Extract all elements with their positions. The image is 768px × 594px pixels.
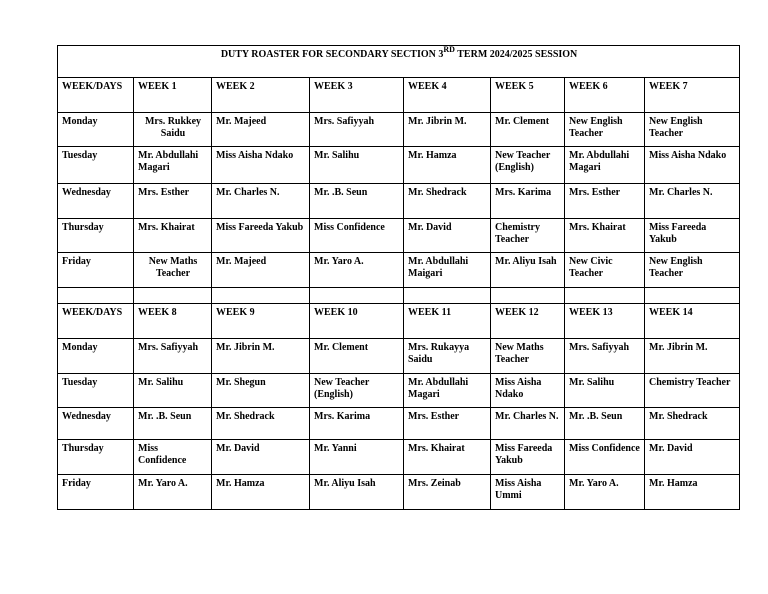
header-cell-week: WEEK 5 <box>491 78 565 113</box>
table-row <box>58 184 740 219</box>
duty-cell: Mrs. Zeinab <box>404 475 491 510</box>
duty-cell: Mr. Charles N. <box>491 408 565 440</box>
roster-title: DUTY ROASTER FOR SECONDARY SECTION 3RD TERM 2024/2025 SESSION <box>58 46 740 78</box>
empty-cell <box>134 288 212 304</box>
duty-cell: Miss Confidence <box>134 440 212 475</box>
spacer-row <box>58 288 740 304</box>
duty-cell: Mr. .B. Seun <box>310 184 404 219</box>
empty-cell <box>58 288 134 304</box>
empty-cell <box>212 288 310 304</box>
duty-cell: Chemistry Teacher <box>645 374 740 408</box>
duty-cell: Miss Aisha Ndako <box>645 147 740 184</box>
day-cell: Wednesday <box>58 184 134 219</box>
duty-cell: Mr. Charles N. <box>645 184 740 219</box>
header-cell-week: WEEK 13 <box>565 304 645 339</box>
duty-cell: Mr. Majeed <box>212 113 310 147</box>
duty-cell: Miss Aisha Ndako <box>212 147 310 184</box>
duty-cell: Mrs. Safiyyah <box>310 113 404 147</box>
header-cell-weekdays: WEEK/DAYS <box>58 78 134 113</box>
duty-cell: Miss Fareeda Yakub <box>212 219 310 253</box>
day-cell: Friday <box>58 475 134 510</box>
duty-cell: Mr. Yaro A. <box>134 475 212 510</box>
duty-cell: Mr. Aliyu Isah <box>310 475 404 510</box>
duty-cell: Mr. Shegun <box>212 374 310 408</box>
table-row <box>58 374 740 408</box>
duty-cell: Mrs. Safiyyah <box>134 339 212 374</box>
header-cell-week: WEEK 8 <box>134 304 212 339</box>
duty-cell: Miss Confidence <box>310 219 404 253</box>
duty-cell: Miss Aisha Ummi <box>491 475 565 510</box>
duty-cell: Mr. David <box>645 440 740 475</box>
empty-cell <box>565 288 645 304</box>
duty-cell: Mrs. Khairat <box>404 440 491 475</box>
duty-cell: Mr. David <box>212 440 310 475</box>
duty-cell: New Teacher (English) <box>491 147 565 184</box>
header-cell-week: WEEK 10 <box>310 304 404 339</box>
duty-cell: Miss Aisha Ndako <box>491 374 565 408</box>
header-row <box>58 304 740 339</box>
day-cell: Monday <box>58 339 134 374</box>
duty-cell: Mr. Abdullahi Magari <box>565 147 645 184</box>
empty-cell <box>310 288 404 304</box>
header-cell-week: WEEK 4 <box>404 78 491 113</box>
table-row <box>58 113 740 147</box>
duty-cell: Mr. Abdullahi Magari <box>134 147 212 184</box>
duty-cell: Mrs. Esther <box>565 184 645 219</box>
duty-cell: New English Teacher <box>645 113 740 147</box>
duty-cell: Chemistry Teacher <box>491 219 565 253</box>
duty-cell: Mr. Shedrack <box>404 184 491 219</box>
duty-cell: Mr. Majeed <box>212 253 310 288</box>
empty-cell <box>645 288 740 304</box>
duty-cell: Mrs. Karima <box>310 408 404 440</box>
day-cell: Friday <box>58 253 134 288</box>
table-row <box>58 408 740 440</box>
header-cell-week: WEEK 1 <box>134 78 212 113</box>
duty-cell: Mr. Yanni <box>310 440 404 475</box>
header-cell-week: WEEK 9 <box>212 304 310 339</box>
duty-cell: New English Teacher <box>565 113 645 147</box>
day-cell: Tuesday <box>58 147 134 184</box>
table-row <box>58 475 740 510</box>
duty-cell: Mrs. Khairat <box>565 219 645 253</box>
duty-cell: Mrs. Esther <box>134 184 212 219</box>
duty-cell: Miss Fareeda Yakub <box>645 219 740 253</box>
day-cell: Thursday <box>58 219 134 253</box>
header-row <box>58 78 740 113</box>
duty-cell: Mrs. Esther <box>404 408 491 440</box>
duty-cell: Mr. .B. Seun <box>565 408 645 440</box>
empty-cell <box>404 288 491 304</box>
duty-cell: Mr. Abdullahi Maigari <box>404 253 491 288</box>
duty-cell: Mr. Jibrin M. <box>645 339 740 374</box>
duty-cell: Mr. Abdullahi Magari <box>404 374 491 408</box>
duty-cell: Mr. Salihu <box>310 147 404 184</box>
duty-cell: New English Teacher <box>645 253 740 288</box>
duty-cell: New Civic Teacher <box>565 253 645 288</box>
duty-cell: Mr. Yaro A. <box>310 253 404 288</box>
duty-cell: New Maths Teacher <box>491 339 565 374</box>
duty-cell: Mr. Jibrin M. <box>404 113 491 147</box>
duty-cell: Mr. Shedrack <box>645 408 740 440</box>
duty-cell: Mr. .B. Seun <box>134 408 212 440</box>
header-cell-week: WEEK 12 <box>491 304 565 339</box>
header-cell-week: WEEK 2 <box>212 78 310 113</box>
table-row <box>58 339 740 374</box>
duty-cell: Mrs. Karima <box>491 184 565 219</box>
duty-cell: Mr. Aliyu Isah <box>491 253 565 288</box>
empty-cell <box>491 288 565 304</box>
header-cell-week: WEEK 6 <box>565 78 645 113</box>
duty-cell: Mrs. Safiyyah <box>565 339 645 374</box>
duty-cell: Mr. Hamza <box>645 475 740 510</box>
duty-cell: Mrs. Rukayya Saidu <box>404 339 491 374</box>
duty-cell: Mrs. Rukkey Saidu <box>134 113 212 147</box>
day-cell: Tuesday <box>58 374 134 408</box>
duty-cell: Mr. Yaro A. <box>565 475 645 510</box>
duty-cell: Mr. Shedrack <box>212 408 310 440</box>
duty-cell: Mr. Charles N. <box>212 184 310 219</box>
header-cell-weekdays: WEEK/DAYS <box>58 304 134 339</box>
duty-cell: Miss Confidence <box>565 440 645 475</box>
table-row <box>58 440 740 475</box>
day-cell: Monday <box>58 113 134 147</box>
duty-cell: Mr. Hamza <box>212 475 310 510</box>
header-cell-week: WEEK 7 <box>645 78 740 113</box>
duty-roster-table <box>57 45 740 510</box>
duty-cell: Miss Fareeda Yakub <box>491 440 565 475</box>
table-row <box>58 219 740 253</box>
duty-cell: Mr. Hamza <box>404 147 491 184</box>
duty-cell: Mr. Jibrin M. <box>212 339 310 374</box>
day-cell: Wednesday <box>58 408 134 440</box>
header-cell-week: WEEK 14 <box>645 304 740 339</box>
table-row <box>58 147 740 184</box>
duty-cell: Mrs. Khairat <box>134 219 212 253</box>
table-row <box>58 253 740 288</box>
duty-cell: Mr. Clement <box>310 339 404 374</box>
header-cell-week: WEEK 11 <box>404 304 491 339</box>
day-cell: Thursday <box>58 440 134 475</box>
duty-cell: Mr. Salihu <box>134 374 212 408</box>
duty-cell: New Teacher (English) <box>310 374 404 408</box>
duty-cell: New Maths Teacher <box>134 253 212 288</box>
header-cell-week: WEEK 3 <box>310 78 404 113</box>
duty-cell: Mr. David <box>404 219 491 253</box>
duty-cell: Mr. Salihu <box>565 374 645 408</box>
duty-cell: Mr. Clement <box>491 113 565 147</box>
